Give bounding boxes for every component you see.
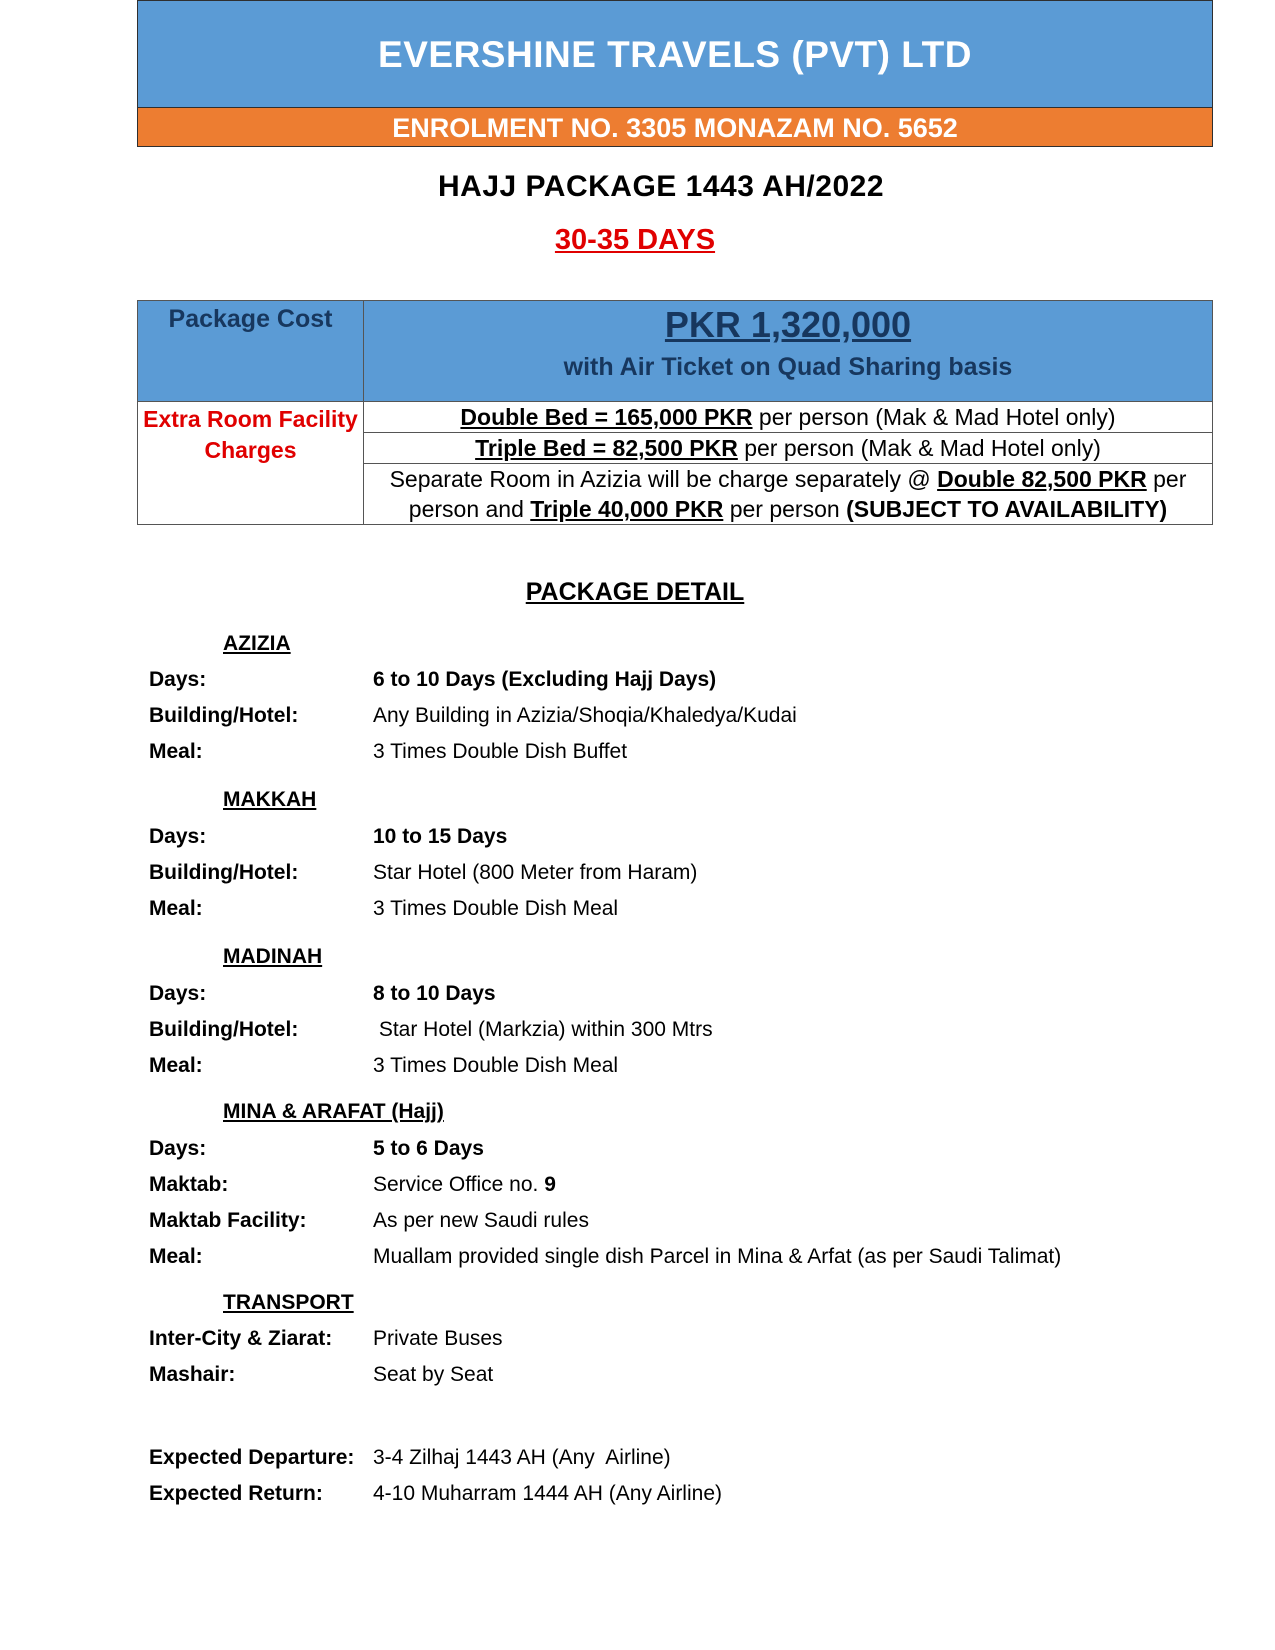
azizia-building-label: Building/Hotel: [149, 704, 299, 727]
mina-meal-value: Muallam provided single dish Parcel in Mina & Arfat (as per Saudi Talimat) [373, 1245, 1062, 1268]
enrolment-banner: ENROLMENT NO. 3305 MONAZAM NO. 5652 [137, 107, 1213, 147]
package-duration: 30-35 DAYS [554, 224, 716, 256]
transport-heading: TRANSPORT [223, 1291, 354, 1314]
package-cost-label: Package Cost [138, 301, 364, 402]
madinah-days-value: 8 to 10 Days [373, 982, 496, 1005]
azizia-meal-value: 3 Times Double Dish Buffet [373, 740, 628, 763]
mina-arafat-heading: MINA & ARAFAT (Hajj) [223, 1100, 444, 1123]
azizia-room-row [364, 464, 1213, 525]
makkah-days-label: Days: [149, 825, 207, 848]
mina-days-label: Days: [149, 1137, 207, 1160]
azizia-heading: AZIZIA [223, 632, 291, 655]
azizia-building-value: Any Building in Azizia/Shoqia/Khaledya/Kudai [373, 704, 797, 727]
double-bed-row [364, 402, 1213, 433]
double-bed-note: per person (Mak & Mad Hotel only) [752, 404, 1116, 430]
azizia-days-value: 6 to 10 Days (Excluding Hajj Days) [373, 668, 717, 691]
return-label: Expected Return: [149, 1482, 323, 1505]
company-banner: EVERSHINE TRAVELS (PVT) LTD [137, 0, 1213, 108]
madinah-days-label: Days: [149, 982, 207, 1005]
makkah-meal-value: 3 Times Double Dish Meal [373, 897, 619, 920]
azizia-text-2: person and [408, 496, 531, 522]
makkah-meal-label: Meal: [149, 897, 203, 920]
madinah-building-label: Building/Hotel: [149, 1018, 299, 1041]
package-title: HAJJ PACKAGE 1443 AH/2022 [437, 170, 885, 203]
azizia-text-mid: per [1153, 466, 1187, 492]
mina-days-value: 5 to 6 Days [373, 1137, 484, 1160]
triple-bed-note: per person (Mak & Mad Hotel only) [737, 435, 1101, 461]
double-bed-price: Double Bed = 165,000 PKR [460, 404, 753, 430]
madinah-meal-value: 3 Times Double Dish Meal [373, 1054, 619, 1077]
azizia-availability: (SUBJECT TO AVAILABILITY) [846, 496, 1168, 522]
azizia-triple-price: Triple 40,000 PKR [530, 496, 724, 522]
madinah-meal-label: Meal: [149, 1054, 203, 1077]
madinah-building-value: Star Hotel (Markzia) within 300 Mtrs [373, 1018, 713, 1041]
madinah-heading: MADINAH [223, 945, 323, 968]
package-detail-heading: PACKAGE DETAIL [525, 578, 745, 606]
makkah-days-value: 10 to 15 Days [373, 825, 508, 848]
intercity-value: Private Buses [373, 1327, 503, 1350]
maktab-facility-value: As per new Saudi rules [373, 1209, 589, 1232]
triple-bed-row [364, 433, 1213, 464]
package-price-note: with Air Ticket on Quad Sharing basis [563, 353, 1013, 381]
azizia-days-label: Days: [149, 668, 207, 691]
makkah-building-label: Building/Hotel: [149, 861, 299, 884]
maktab-facility-label: Maktab Facility: [149, 1209, 307, 1232]
package-price: PKR 1,320,000 [664, 304, 912, 345]
extra-room-label-line1: Extra Room Facility [143, 406, 358, 432]
departure-value: 3-4 Zilhaj 1443 AH (Any Airline) [373, 1446, 671, 1469]
return-value: 4-10 Muharram 1444 AH (Any Airline) [373, 1482, 722, 1505]
azizia-meal-label: Meal: [149, 740, 203, 763]
extra-room-label [138, 402, 364, 525]
maktab-label: Maktab: [149, 1173, 229, 1196]
mashair-label: Mashair: [149, 1363, 236, 1386]
package-price-cell [364, 301, 1213, 402]
extra-room-label-line2: Charges [204, 437, 297, 463]
maktab-value [373, 1173, 556, 1197]
mashair-value: Seat by Seat [373, 1363, 494, 1386]
makkah-heading: MAKKAH [223, 788, 317, 811]
triple-bed-price: Triple Bed = 82,500 PKR [475, 435, 738, 461]
maktab-number: 9 [544, 1173, 556, 1196]
cost-table [137, 300, 1213, 525]
azizia-text-1: Separate Room in Azizia will be charge separately @ [389, 466, 938, 492]
azizia-text-3: per person [723, 496, 847, 522]
departure-label: Expected Departure: [149, 1446, 355, 1469]
maktab-text: Service Office no. [373, 1173, 545, 1196]
makkah-building-value: Star Hotel (800 Meter from Haram) [373, 861, 698, 884]
azizia-double-price: Double 82,500 PKR [937, 466, 1147, 492]
intercity-label: Inter-City & Ziarat: [149, 1327, 333, 1350]
mina-meal-label: Meal: [149, 1245, 203, 1268]
